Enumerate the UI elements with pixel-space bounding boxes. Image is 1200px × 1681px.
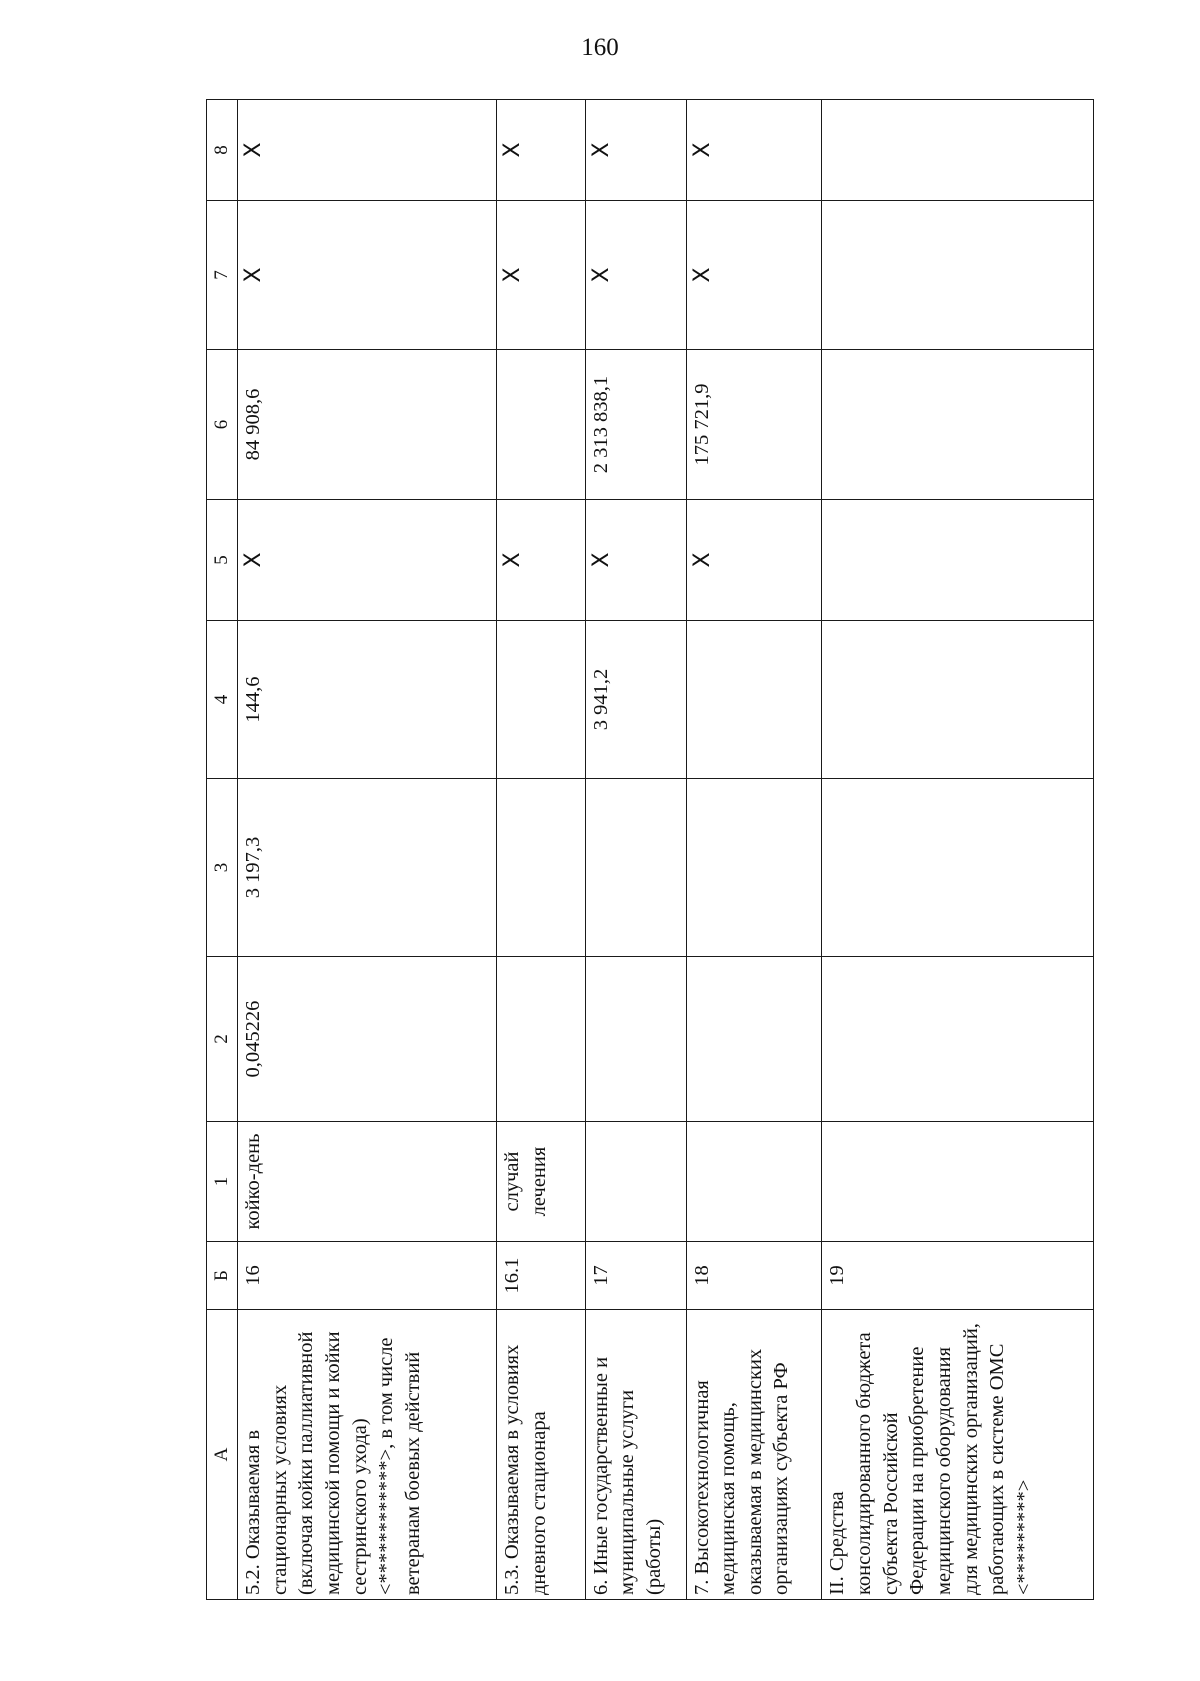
cell-col-6: 84 908,6 [238, 350, 497, 500]
table-row [686, 100, 822, 1600]
row-label: 5.3. Оказываемая в условиях дневного стационара [497, 1310, 585, 1600]
cell-col-2 [822, 957, 1094, 1122]
column-header-6: 6 [207, 350, 238, 500]
cell-col-8: Х [585, 100, 686, 201]
cell-col-2 [497, 957, 585, 1122]
cell-col-6: 175 721,9 [686, 350, 822, 500]
cell-col-3 [822, 779, 1094, 957]
cell-col-6 [497, 350, 585, 500]
row-code: 18 [686, 1242, 822, 1310]
cell-col-8 [822, 100, 1094, 201]
cell-col-5: Х [238, 500, 497, 621]
cell-col-8: Х [686, 100, 822, 201]
row-code: 17 [585, 1242, 686, 1310]
cell-col-7 [822, 201, 1094, 350]
unit-cell [822, 1122, 1094, 1242]
cell-col-5 [822, 500, 1094, 621]
cell-col-4: 144,6 [238, 621, 497, 779]
column-header-2: 2 [207, 957, 238, 1122]
column-header-8: 8 [207, 100, 238, 201]
column-header-7: 7 [207, 201, 238, 350]
cell-col-8: Х [497, 100, 585, 201]
row-label: 7. Высокотехнологичная медицинская помощь, оказываемая в медицинских организациях субъекта РФ [686, 1310, 822, 1600]
row-label: 5.2. Оказываемая в стационарных условиях (включая койки паллиативной медицинской помощи и койки сестринского ухода) <************>, в том числе ветеранам боевых действий [238, 1310, 497, 1600]
cell-col-3 [686, 779, 822, 957]
column-header-1: 1 [207, 1122, 238, 1242]
cell-col-5: Х [497, 500, 585, 621]
cell-col-2 [686, 957, 822, 1122]
column-header-a: А [207, 1310, 238, 1600]
unit-cell: койко-день [238, 1122, 497, 1242]
cell-col-6: 2 313 838,1 [585, 350, 686, 500]
row-code: 16.1 [497, 1242, 585, 1310]
cell-col-4 [686, 621, 822, 779]
table-row [497, 100, 585, 1600]
cell-col-4 [822, 621, 1094, 779]
column-header-5: 5 [207, 500, 238, 621]
cell-col-3: 3 197,3 [238, 779, 497, 957]
cell-col-7: Х [686, 201, 822, 350]
unit-cell [585, 1122, 686, 1242]
header-row [207, 100, 238, 1600]
cell-col-4 [497, 621, 585, 779]
unit-cell [686, 1122, 822, 1242]
row-code: 19 [822, 1242, 1094, 1310]
table-row [238, 100, 497, 1600]
data-table [206, 99, 1094, 1600]
cell-col-6 [822, 350, 1094, 500]
column-header-b: Б [207, 1242, 238, 1310]
cell-col-5: Х [585, 500, 686, 621]
unit-cell: случай лечения [497, 1122, 585, 1242]
cell-col-7: Х [497, 201, 585, 350]
table-row [822, 100, 1094, 1600]
page-number: 160 [581, 34, 619, 61]
column-header-3: 3 [207, 779, 238, 957]
cell-col-7: Х [238, 201, 497, 350]
cell-col-8: Х [238, 100, 497, 201]
row-code: 16 [238, 1242, 497, 1310]
rotated-table-container [206, 100, 1094, 1600]
row-label: 6. Иные государственные и муниципальные услуги (работы) [585, 1310, 686, 1600]
cell-col-7: Х [585, 201, 686, 350]
cell-col-3 [497, 779, 585, 957]
column-header-4: 4 [207, 621, 238, 779]
cell-col-4: 3 941,2 [585, 621, 686, 779]
cell-col-2: 0,045226 [238, 957, 497, 1122]
row-label: II. Средства консолидированного бюджета субъекта Российской Федерации на приобретение медицинского оборудования для медицинских организаций, работающих в системе ОМС <*********> [822, 1310, 1094, 1600]
cell-col-3 [585, 779, 686, 957]
cell-col-5: Х [686, 500, 822, 621]
cell-col-2 [585, 957, 686, 1122]
table-row [585, 100, 686, 1600]
